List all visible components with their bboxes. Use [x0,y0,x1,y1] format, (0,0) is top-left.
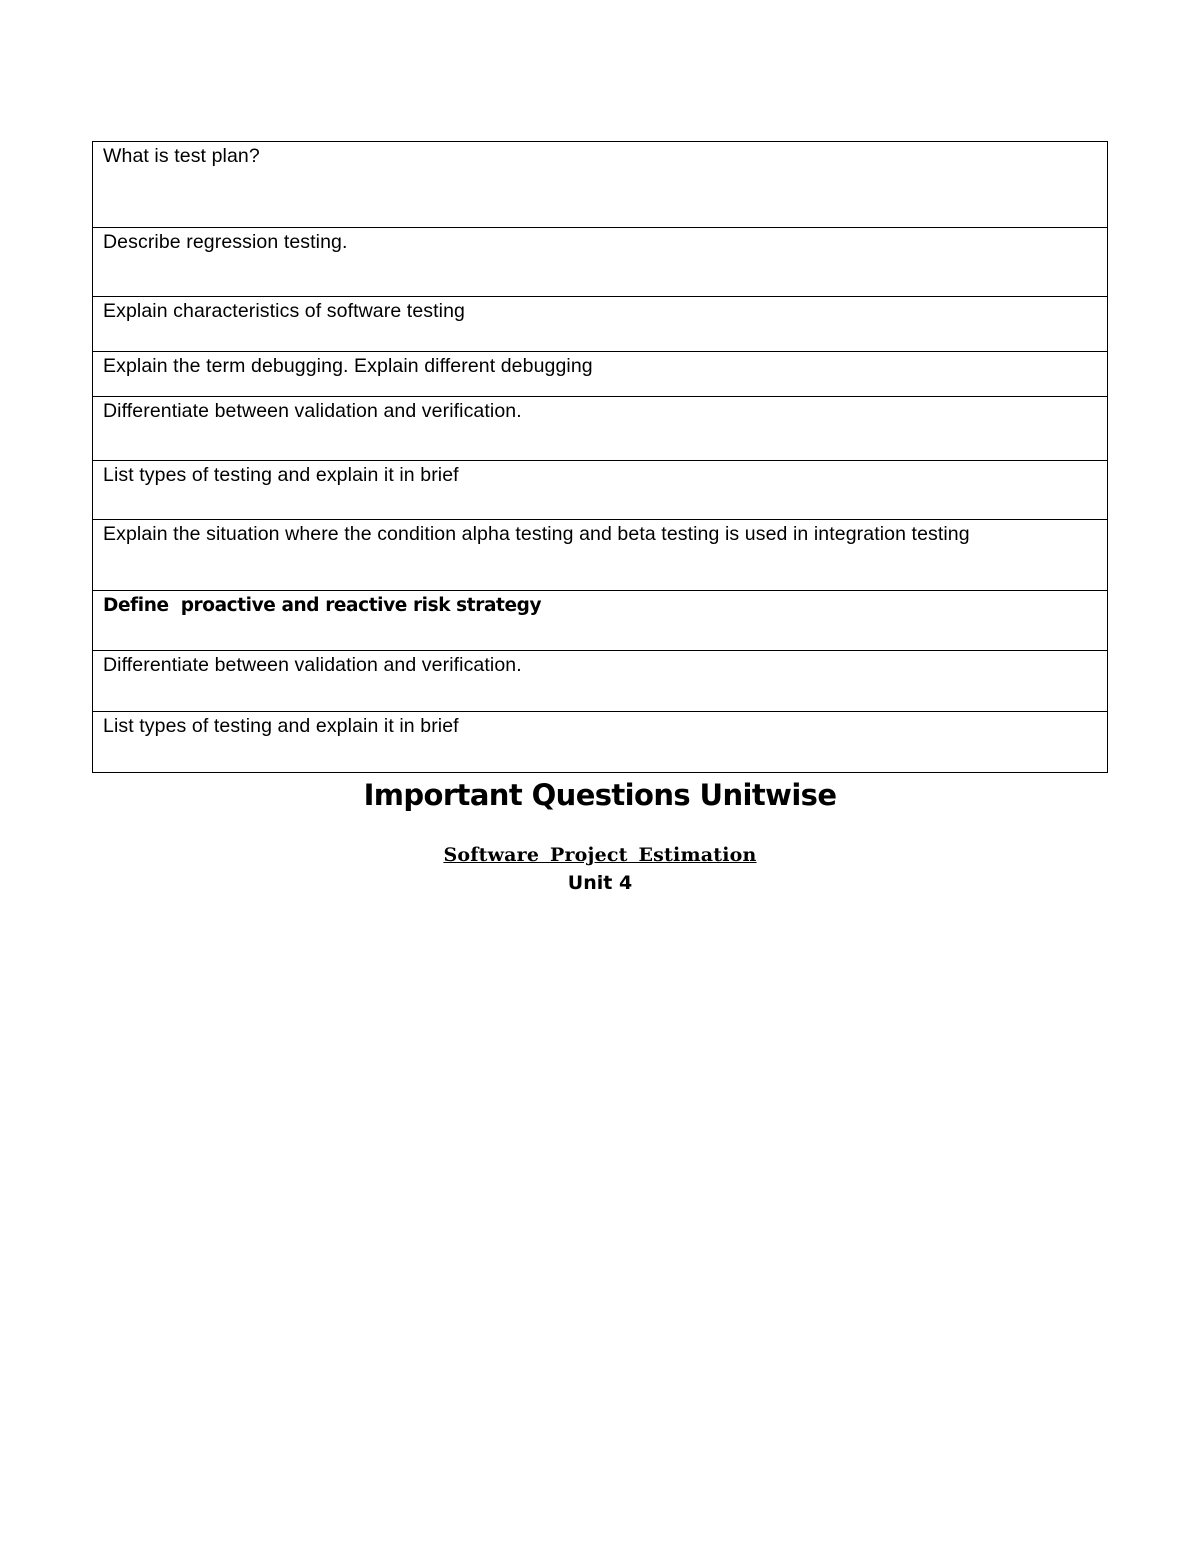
table-row [93,651,1108,712]
table-row [93,228,1108,297]
question-cell: Define proactive and reactive risk strategy [93,591,1108,651]
table-row [93,142,1108,228]
table-row [93,297,1108,352]
table-row [93,397,1108,461]
table-row [93,352,1108,397]
page-title: Important Questions Unitwise [363,778,837,812]
subject-title-text: Software Project Estimation [443,844,757,866]
question-cell: Explain the situation where the condition alpha testing and beta testing is used in integration testing [93,520,1108,591]
table-row [93,520,1108,591]
subject-title [0,843,1200,867]
question-cell: What is test plan? [93,142,1108,228]
table-row [93,591,1108,651]
question-cell: Explain the term debugging. Explain different debugging [93,352,1108,397]
question-cell: Differentiate between validation and verification. [93,651,1108,712]
question-cell: List types of testing and explain it in brief [93,712,1108,773]
questions-table [92,141,1108,773]
table-row [93,461,1108,520]
table-row [93,712,1108,773]
question-cell: List types of testing and explain it in brief [93,461,1108,520]
unit-label: Unit 4 [567,872,633,894]
question-cell: Describe regression testing. [93,228,1108,297]
question-cell: Differentiate between validation and verification. [93,397,1108,461]
question-cell: Explain characteristics of software testing [93,297,1108,352]
